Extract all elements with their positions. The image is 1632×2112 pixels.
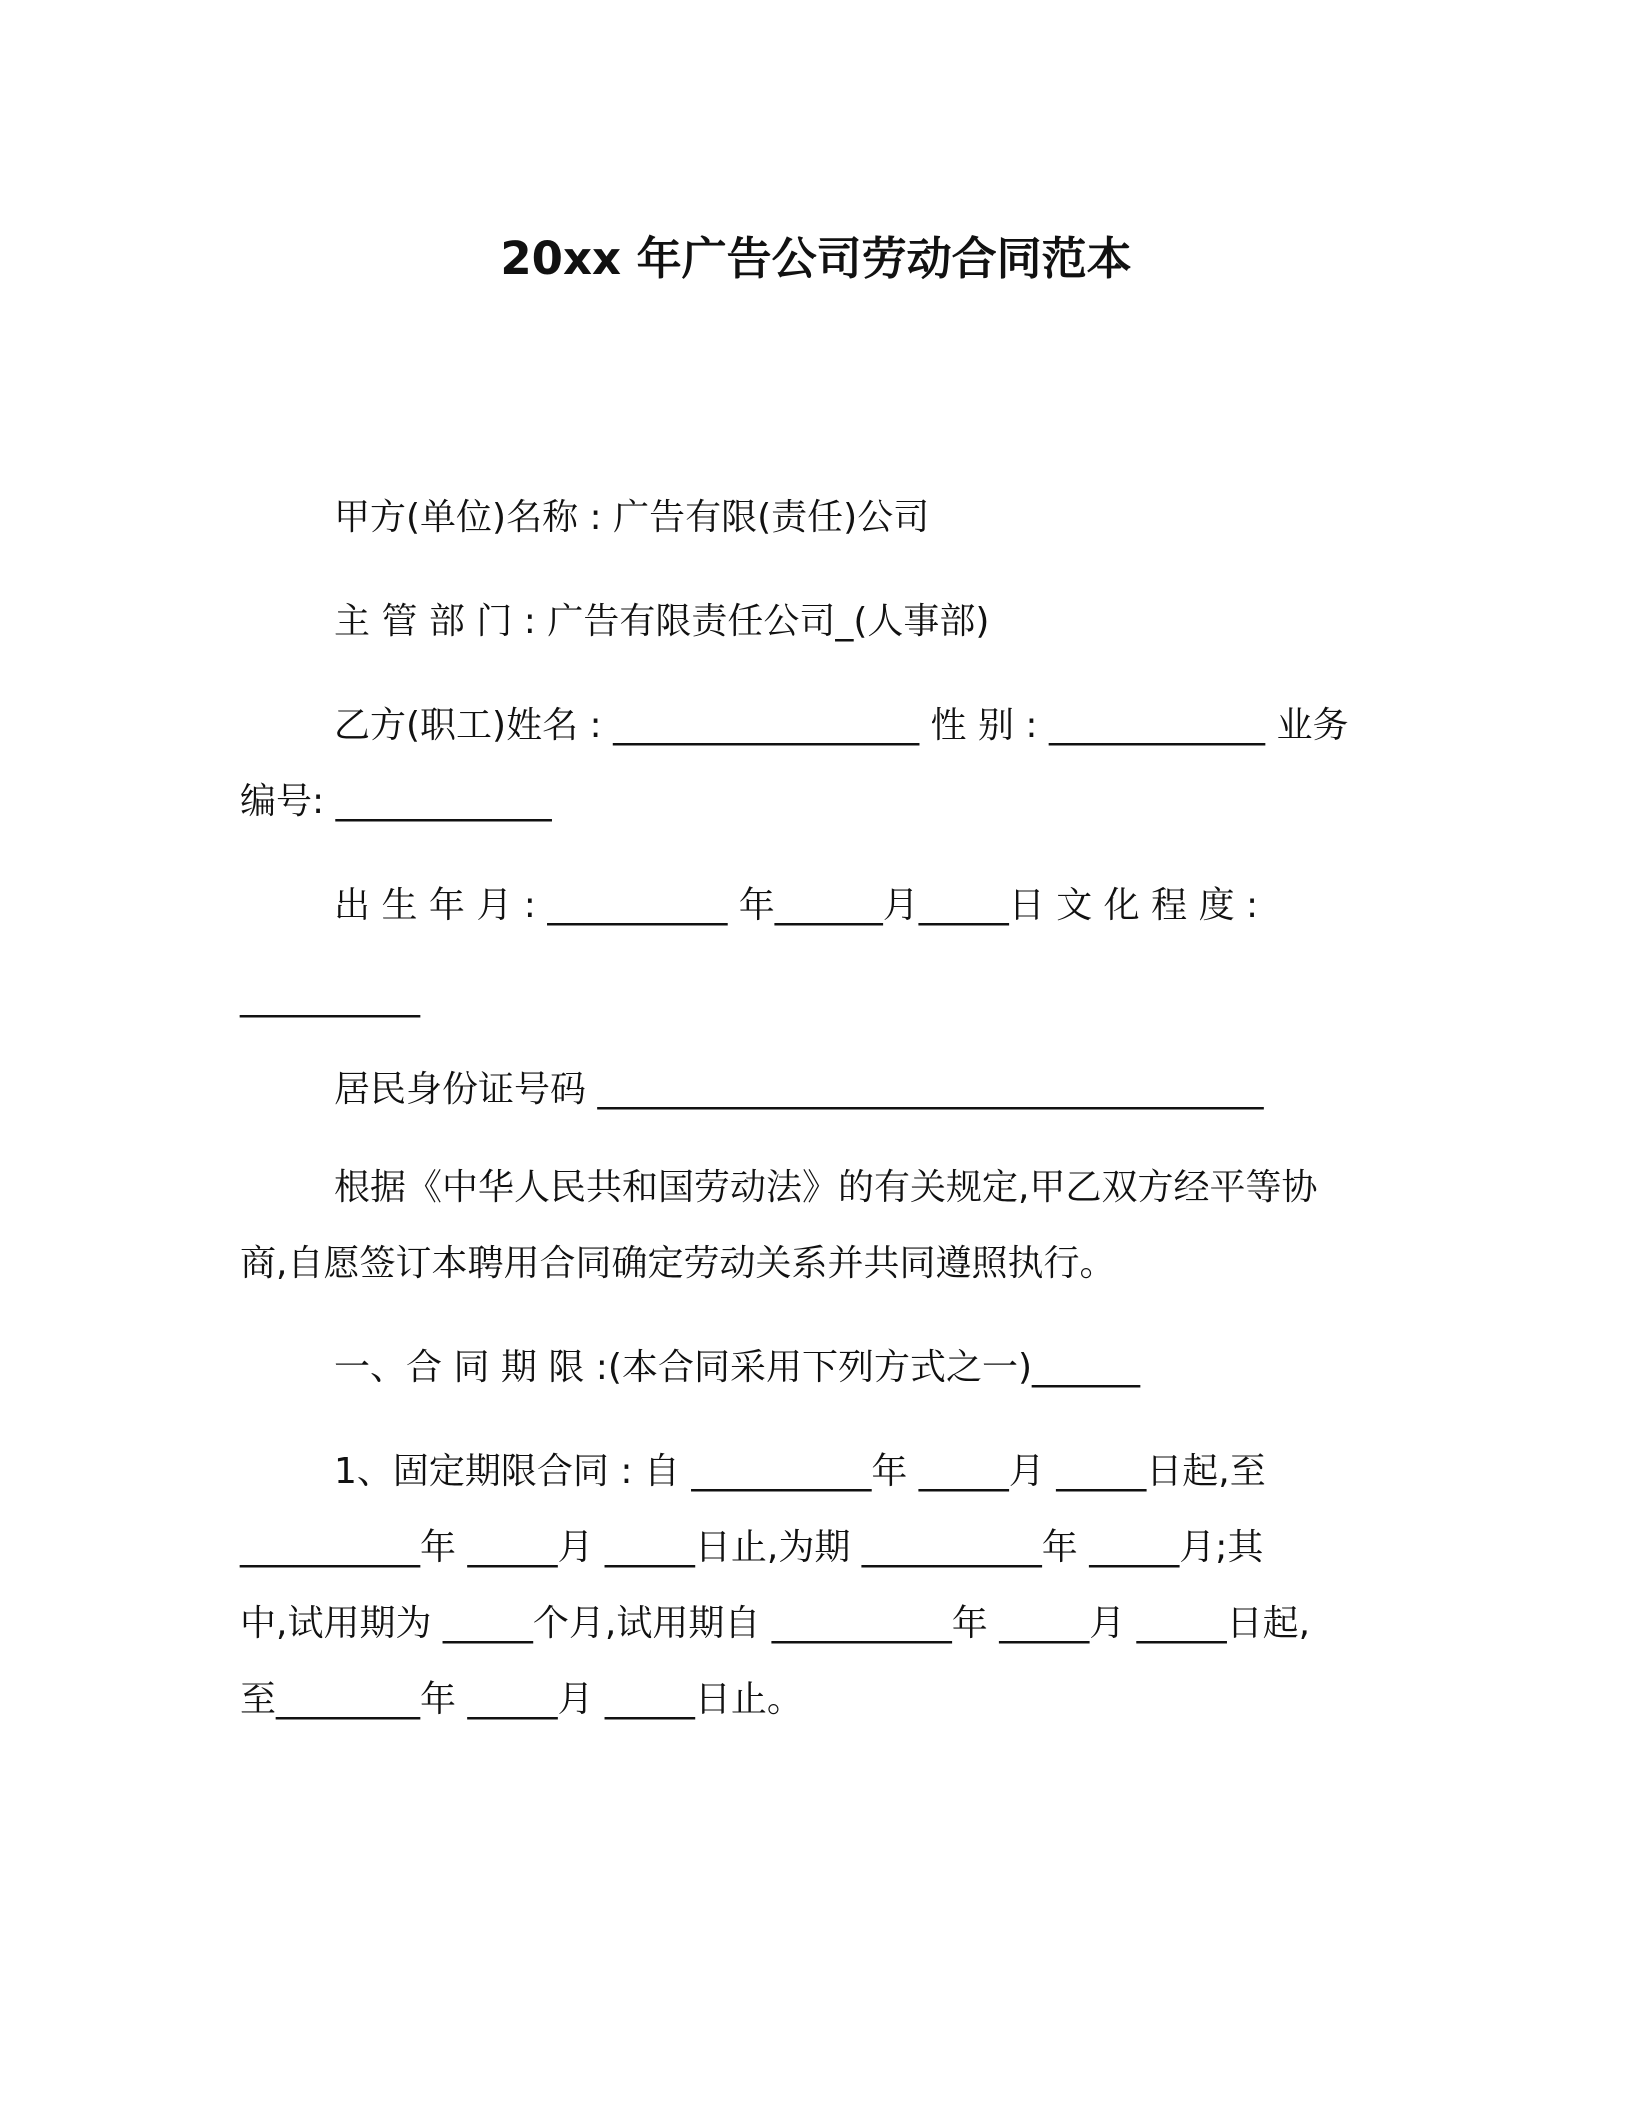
party-a-line: 甲方(单位)名称 : 广告有限(责任)公司 — [334, 497, 930, 538]
basis-paragraph-line-2: 商,自愿签订本聘用合同确定劳动关系并共同遵照执行。 — [240, 1243, 1116, 1284]
department-line: 主 管 部 门 : 广告有限责任公司_(人事部) — [334, 601, 990, 642]
birth-education-line: 出 生 年 月 : __________ 年______月_____日 文 化 程 度 : — [334, 885, 1259, 926]
contract-term-heading: 一、合 同 期 限 :(本合同采用下列方式之一)______ — [334, 1347, 1140, 1388]
document-title: 20xx 年广告公司劳动合同范本 — [500, 232, 1132, 285]
fixed-term-line-1: 1、固定期限合同 : 自 __________年 _____月 _____日起,至 — [334, 1451, 1266, 1492]
fixed-term-line-2: __________年 _____月 _____日止,为期 __________年 _____月;其 — [240, 1527, 1264, 1568]
fixed-term-line-4: 至________年 _____月 _____日止。 — [240, 1679, 803, 1720]
party-b-line: 乙方(职工)姓名 : _________________ 性 别 : ____________ 业务 — [334, 705, 1349, 746]
party-b-line-continued: 编号: ____________ — [240, 781, 552, 822]
id-number-line: 居民身份证号码 _____________________________________ — [334, 1069, 1264, 1110]
birth-education-line-continued: __________ — [240, 977, 420, 1018]
fixed-term-line-3: 中,试用期为 _____个月,试用期自 __________年 _____月 _____日起, — [240, 1603, 1311, 1644]
basis-paragraph-line-1: 根据《中华人民共和国劳动法》的有关规定,甲乙双方经平等协 — [334, 1167, 1318, 1208]
